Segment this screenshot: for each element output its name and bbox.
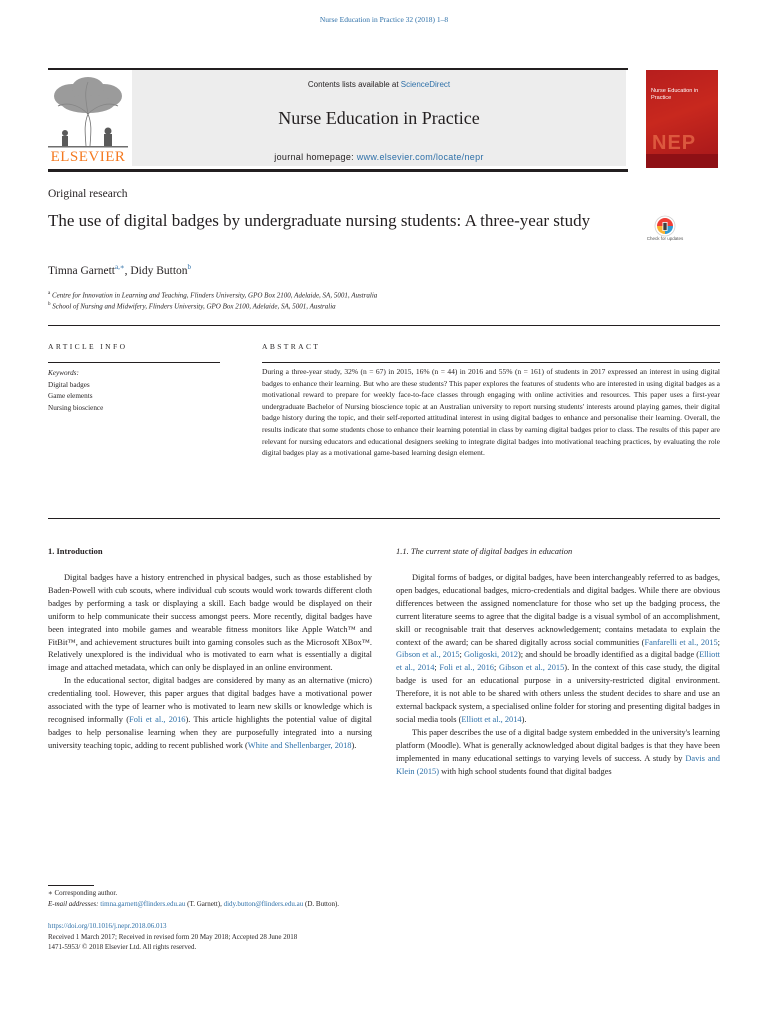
paragraph xyxy=(48,675,372,752)
abstract-text: During a three-year study, 32% (n = 67) in 2015, 16% (n = 44) in 2016 and 55% (n = 161) of students in 2017 expressed an interest in using digital badges to enhance their learning. But who are these students? This paper explores the features of students who are interested in using digital badges as a motivational reward to prepare for weekly face-to-face classes through engaging with online activities and resources. This paper uses a first-year undergraduate Bachelor of Nursing bioscience topic at an Australian university to report nursing students' interests around playing games, their digital badge history during the topic, and their self-reported attitudinal interest in using digital badges to enhance and personalise their learning. Overall, the results indicate that some students chose to enhance their learning potential in class by earning digital badges prior to class. The results of this paper are relevant for nursing educators and educational designers seeking to integrate digital badges into motivational teaching practices, by evaluating the role digital badges play as a motivational game-based learning design element. xyxy=(262,367,720,458)
homepage-prefix: journal homepage: xyxy=(274,152,357,162)
contents-availability-line xyxy=(132,80,626,89)
email-link[interactable]: didy.button@flinders.edu.au xyxy=(223,899,304,908)
email-link[interactable]: timna.garnett@flinders.edu.au xyxy=(100,899,186,908)
email-note xyxy=(48,899,339,910)
abstract-bottom-rule xyxy=(48,518,720,519)
journal-homepage-line xyxy=(132,152,626,162)
citation-link[interactable]: Davis and Klein (2015) xyxy=(396,753,720,776)
doi-link[interactable]: https://doi.org/10.1016/j.nepr.2018.06.013 xyxy=(48,922,167,930)
citation-link[interactable]: Fanfarelli et al., 2015 xyxy=(644,637,718,647)
paragraph xyxy=(396,727,720,779)
text-run: Digital forms of badges, or digital badges, have been interchangeably referred to as badges, open badges, educational badges, micro-credentials and digital badges. While there are obvious differences between the assigned nomenclature for those who set up the badging process, the current literature seems to agree that the digital badge is a visual symbol of an accomplishment, skill or recognisable trait that deserves acknowledgement; contains metadata to explain the context of the award; can be shared digitally across social communities ( xyxy=(396,573,720,647)
author-list xyxy=(48,263,191,277)
cover-stripe xyxy=(646,154,718,168)
received-dates: Received 1 March 2017; Received in revised form 20 May 2018; Accepted 28 June 2018 xyxy=(48,932,298,941)
publication-info xyxy=(48,921,297,953)
text-run: ; xyxy=(434,663,440,673)
header-rule-bottom xyxy=(48,169,628,172)
affiliation-text: Centre for Innovation in Learning and Teaching, Flinders University, GPO Box 2100, Adelaide, SA, 5001, Australia xyxy=(51,291,378,300)
check-for-updates-icon[interactable] xyxy=(648,214,682,254)
citation-link[interactable]: Elliott et al., 2014 xyxy=(396,650,720,673)
email-owner: (T. Garnett), xyxy=(185,899,224,908)
citation-link[interactable]: Goligoski, 2012 xyxy=(463,650,518,660)
introduction-heading: 1. Introduction xyxy=(48,546,103,556)
author-marks[interactable]: a,∗ xyxy=(114,263,125,271)
article-info-rule xyxy=(48,362,220,363)
text-run: ; xyxy=(717,637,720,647)
article-title: The use of digital badges by undergraduate nursing students: A three-year study xyxy=(48,211,591,230)
text-run: with high school students found that digital badges xyxy=(439,766,612,776)
keyword: Nursing bioscience xyxy=(48,403,104,412)
affiliations xyxy=(48,289,377,312)
citation-link[interactable]: Gibson et al., 2015 xyxy=(499,663,565,673)
paragraph: Digital badges have a history entrenched in physical badges, such as those established by Baden-Powell with cub scouts, where individual cub scouts would work towards different cloth badges by performing a task or displaying a skill. Each badge would be displayed on their uniform to help communicate their success amongst peers. More recently, digital badges have been integrated into mobile games and wearable fitness monitors like Apple Watch™ and FitBit™, and achievement structures built into gaming consoles such as the Microsoft XBox™. Relatively unexplored is the individual who is motivated to earn what is essentially a digital image and attached metadata, which can only be displayed in an online environment. xyxy=(48,573,372,673)
citation-link[interactable]: Foli et al., 2016 xyxy=(439,663,494,673)
affiliation-mark: b xyxy=(48,302,51,308)
journal-cover-thumbnail[interactable] xyxy=(646,70,718,168)
subsection-heading: 1.1. The current state of digital badges in education xyxy=(396,546,573,556)
check-for-updates-label: Check for updates xyxy=(646,236,684,241)
keywords-block xyxy=(48,368,103,414)
cover-acronym: NEP xyxy=(652,132,697,154)
abstract-rule xyxy=(262,362,720,363)
article-info-heading: ARTICLE INFO xyxy=(48,342,128,351)
footnote-rule xyxy=(48,885,94,886)
text-run: ). xyxy=(521,714,527,724)
text-run: ); and should be broadly identified as a digital badge ( xyxy=(517,650,700,660)
author-name: Didy Button xyxy=(130,264,188,277)
email-owner: (D. Button). xyxy=(303,899,340,908)
cover-title: Nurse Education in Practice xyxy=(651,88,699,101)
journal-homepage-link[interactable]: www.elsevier.com/locate/nepr xyxy=(356,152,484,162)
left-column-body xyxy=(48,572,372,753)
contents-prefix: Contents lists available at xyxy=(307,80,401,89)
citation-link[interactable]: Elliott et al., 2014 xyxy=(461,714,522,724)
journal-title: Nurse Education in Practice xyxy=(278,108,480,128)
paragraph xyxy=(396,572,720,727)
abstract-heading: ABSTRACT xyxy=(262,342,321,351)
email-label: E-mail addresses: xyxy=(48,899,101,908)
citation-link[interactable]: Foli et al., 2016 xyxy=(129,714,186,724)
corresponding-author-note: ∗ Corresponding author. xyxy=(48,889,118,897)
keywords-label: Keywords: xyxy=(48,369,79,377)
text-run: This paper describes the use of a digital badge system embedded in the university's learning platform (Moodle). What is generally acknowledged about digital badges is that they have been implemented in many educational settings to varying levels of success. A study by xyxy=(396,727,720,763)
author-separator: , xyxy=(124,264,131,277)
citation-link[interactable]: Gibson et al., 2015 xyxy=(396,650,460,660)
affiliation-mark: a xyxy=(48,291,51,296)
affiliation-text: School of Nursing and Midwifery, Flinders University, GPO Box 2100, Adelaide, SA, 5001, Australia xyxy=(52,302,336,311)
keyword: Digital badges xyxy=(48,380,90,389)
affiliation xyxy=(48,289,377,300)
text-run: ). In the context of this case study, the digital badge is used for an educational purpose in a university-restricted digital environment. Therefore, it is not able to be shared with others unless the student decides to share and use an external backpack system, a specialised online folder for storing and presenting digital badges in social media tools ( xyxy=(396,663,721,724)
journal-citation[interactable]: Nurse Education in Practice 32 (2018) 1–8 xyxy=(319,15,449,24)
affiliation xyxy=(48,300,377,311)
text-run: In the educational sector, digital badges are considered by many as an alternative (micro) credentialing tool. However, this paper argues that digital badges have a motivational power associated with the type of learner who is motivated to learn new skills or knowledge which is recognised informally ( xyxy=(48,676,372,724)
footnotes xyxy=(48,888,339,909)
author-name: Timna Garnett xyxy=(48,264,115,277)
right-column-body xyxy=(396,572,720,779)
citation-link[interactable]: White and Shellenbarger, 2018 xyxy=(247,740,352,750)
elsevier-wordmark: ELSEVIER xyxy=(50,149,126,165)
text-run: ; xyxy=(494,663,500,673)
sciencedirect-link[interactable]: ScienceDirect xyxy=(400,80,451,89)
text-run: ). xyxy=(351,740,357,750)
author-marks[interactable]: b xyxy=(187,263,192,271)
text-run: ; xyxy=(459,650,464,660)
text-run: ). This article highlights the potential value of digital badges to help personalise learning when they are purposefully integrated into a nursing university teaching topic, adding to recent published work ( xyxy=(48,714,372,750)
article-type: Original research xyxy=(48,188,128,200)
copyright-line: 1471-5953/ © 2018 Elsevier Ltd. All rights reserved. xyxy=(48,943,197,951)
keyword: Game elements xyxy=(48,392,93,400)
section-divider xyxy=(48,325,720,326)
